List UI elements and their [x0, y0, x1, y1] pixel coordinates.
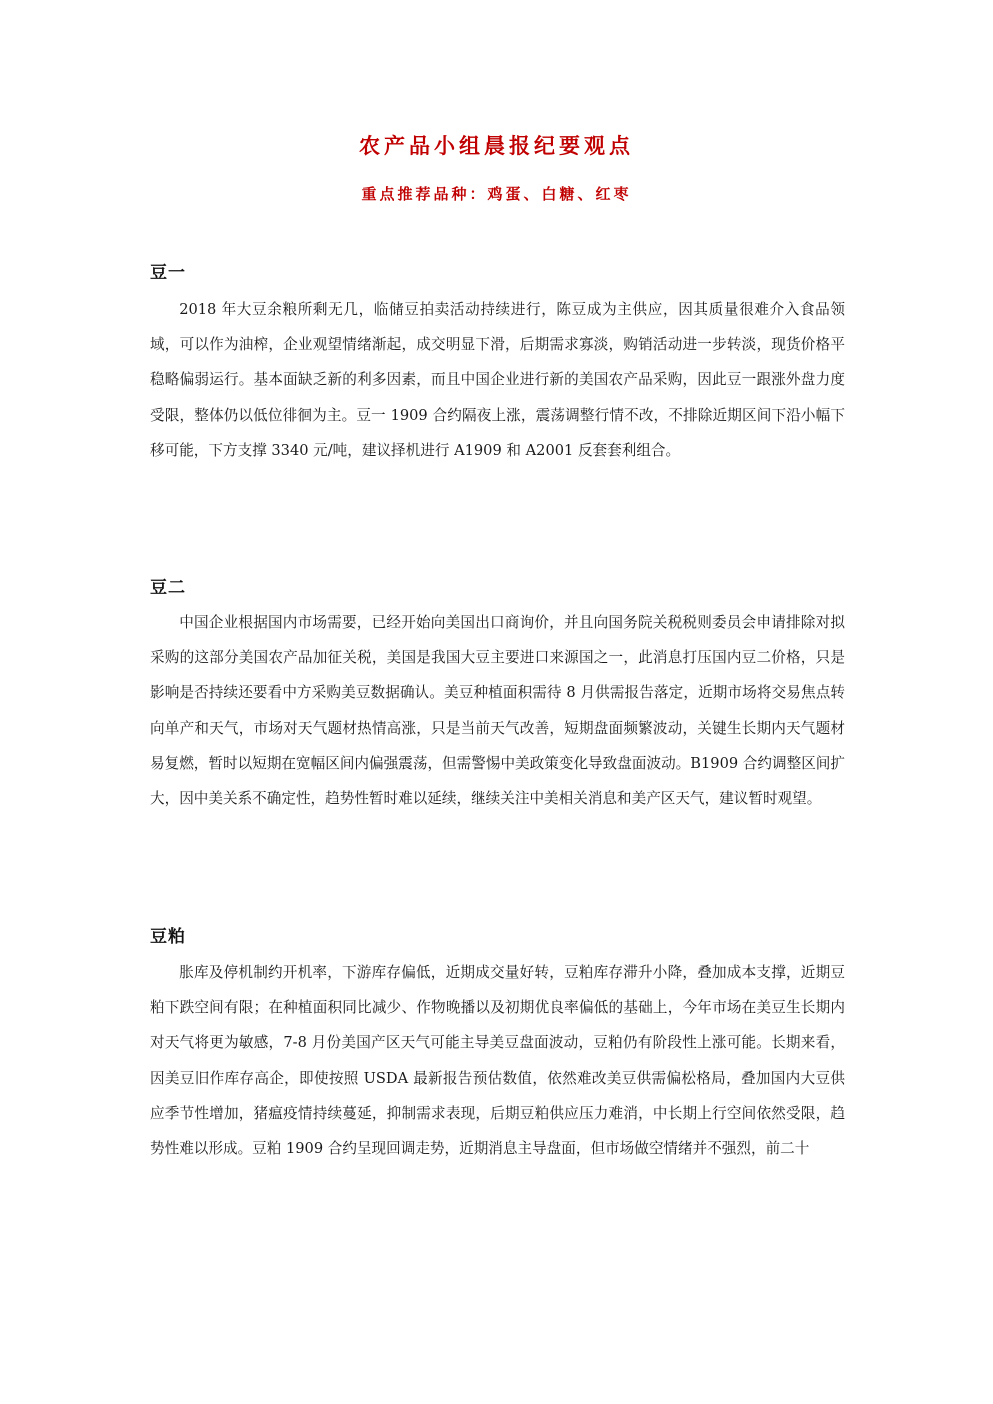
section-body-soybean-1: 2018 年大豆余粮所剩无几，临储豆拍卖活动持续进行，陈豆成为主供应，因其质量很难介入食品领域，可以作为油榨，企业观望情绪渐起，成交明显下滑，后期需求寡淡，购销活动进一步转淡，现货价格平稳略偏弱运行。基本面缺乏新的利多因素，而且中国企业进行新的美国农产品采购，因此豆一跟涨外盘力度受限，整体仍以低位徘徊为主。豆一 1909 合约隔夜上涨，震荡调整行情不改，不排除近期区间下沿小幅下移可能，下方支撑 3340 元/吨，建议择机进行 A1909 和 A2001 反套套利组合。	[150, 301, 845, 459]
section-heading-soybean-meal: 豆粕	[150, 927, 186, 947]
recommended-varieties: 重点推荐品种：鸡蛋、白糖、红枣	[361, 185, 632, 203]
section-body-soybean-2: 中国企业根据国内市场需要，已经开始向美国出口商询价，并且向国务院关税税则委员会申请排除对拟采购的这部分美国农产品加征关税，美国是我国大豆主要进口来源国之一，此消息打压国内豆二价格，只是影响是否持续还要看中方采购美豆数据确认。美豆种植面积需待 8 月供需报告落定，近期市场将交易焦点转向单产和天气，市场对天气题材热情高涨，只是当前天气改善，短期盘面频繁波动，关键生长期内天气题材易复燃，暂时以短期在宽幅区间内偏强震荡，但需警惕中美政策变化导致盘面波动。B1909 合约调整区间扩大，因中美关系不确定性，趋势性暂时难以延续，继续关注中美相关消息和美产区天气，建议暂时观望。	[150, 614, 845, 808]
section-body-soybean-meal: 胀库及停机制约开机率，下游库存偏低，近期成交量好转，豆粕库存滞升小降，叠加成本支撑，近期豆粕下跌空间有限；在种植面积同比减少、作物晚播以及初期优良率偏低的基础上，今年市场在美豆生长期内对天气将更为敏感，7-8 月份美国产区天气可能主导美豆盘面波动，豆粕仍有阶段性上涨可能。长期来看，因美豆旧作库存高企，即使按照 USDA 最新报告预估数值，依然难改美豆供需偏松格局，叠加国内大豆供应季节性增加，猪瘟疫情持续蔓延，抑制需求表现，后期豆粕供应压力难消，中长期上行空间依然受限，趋势性难以形成。豆粕 1909 合约呈现回调走势，近期消息主导盘面，但市场做空情绪并不强烈，前二十	[150, 964, 845, 1158]
section-heading-soybean-2: 豆二	[150, 578, 186, 598]
section-heading-soybean-1: 豆一	[150, 263, 186, 283]
document-title: 农产品小组晨报纪要观点	[359, 133, 634, 158]
